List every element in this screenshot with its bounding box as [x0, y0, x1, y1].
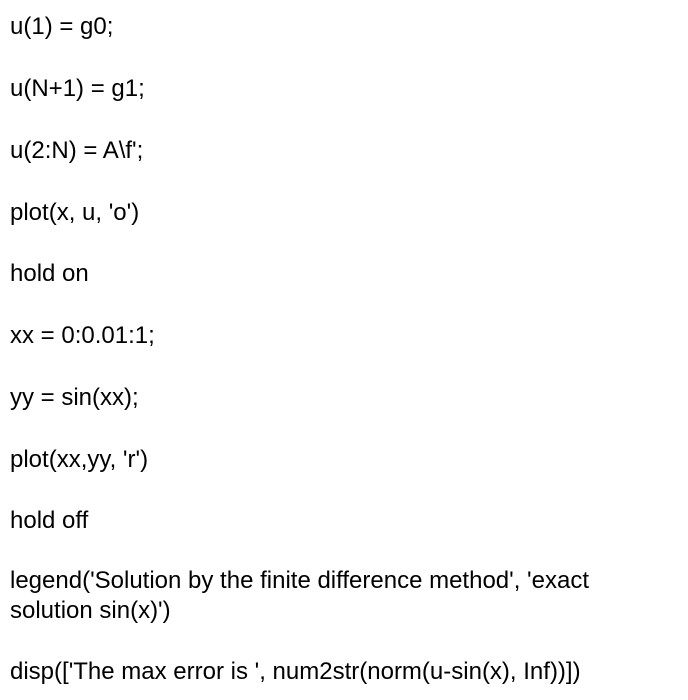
code-line-1: u(1) = g0;	[10, 13, 114, 40]
code-line-8: plot(xx,yy, 'r')	[10, 446, 149, 473]
code-line-9: hold off	[10, 507, 89, 534]
code-line-7: yy = sin(xx);	[10, 384, 139, 411]
code-line-11: disp(['The max error is ', num2str(norm(u-sin(x), Inf))])	[10, 658, 581, 685]
code-line-4: plot(x, u, 'o')	[10, 199, 140, 226]
code-line-6: xx = 0:0.01:1;	[10, 322, 155, 349]
code-line-2: u(N+1) = g1;	[10, 75, 145, 102]
code-line-3: u(2:N) = A\f';	[10, 137, 144, 164]
code-line-10: legend('Solution by the finite difference method', 'exact solution sin(x)')	[10, 567, 589, 624]
code-line-5: hold on	[10, 260, 89, 287]
